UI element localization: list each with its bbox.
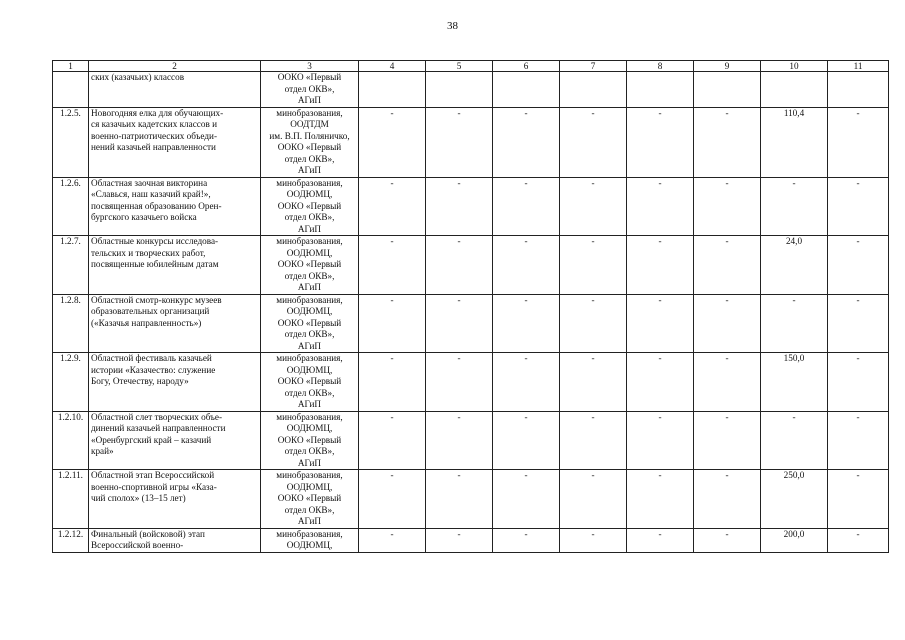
executor-line: ООКО «Первый (277, 142, 342, 152)
table-row (53, 177, 889, 236)
item-number: 1.2.12. (53, 528, 89, 552)
value-cell-col-8: - (627, 236, 694, 295)
table-row (53, 353, 889, 412)
value-cell-col-10: 250,0 (761, 470, 828, 529)
value-cell-col-6: - (493, 353, 560, 412)
event-name-line: «Оренбургский край – казачий (91, 434, 212, 445)
value-cell-col-11: - (828, 177, 889, 236)
executor-line: ООКО «Первый (277, 434, 342, 445)
value-cell-col-10: - (761, 294, 828, 353)
executors (261, 294, 359, 353)
header-cell: 2 (89, 61, 261, 72)
executor-line: ООКО «Первый (277, 493, 342, 503)
event-name-line: Областной слет творческих объе- (91, 411, 223, 422)
item-number: 1.2.10. (53, 411, 89, 470)
value-cell-col-10: 150,0 (761, 353, 828, 412)
executor-line: ООКО «Первый (277, 72, 342, 82)
event-name-line: ся казачьих кадетских классов и (91, 119, 218, 129)
value-cell-col-10: 200,0 (761, 528, 828, 552)
item-number: 1.2.7. (53, 236, 89, 295)
value-cell-col-11: - (828, 107, 889, 177)
executor-line: им. В.П. Поляничко, (269, 130, 350, 141)
value-cell-col-7: - (560, 294, 627, 353)
value-cell-col-8: - (627, 177, 694, 236)
executor-line: ООДЮМЦ, (286, 247, 333, 258)
value-cell-col-6: - (493, 411, 560, 470)
item-number: 1.2.8. (53, 294, 89, 353)
table-row (53, 236, 889, 295)
value-cell-col-9 (694, 72, 761, 108)
value-cell-col-8: - (627, 528, 694, 552)
value-cell-col-9: - (694, 107, 761, 177)
event-name-line: Областные конкурсы исследова- (91, 236, 219, 246)
event-name-line: динений казачьей направленности (91, 423, 226, 433)
item-number (53, 72, 89, 108)
executor-line: АГиП (297, 457, 322, 468)
value-cell-col-7: - (560, 353, 627, 412)
event-name-line: Областной этап Всероссийской (91, 470, 215, 480)
value-cell-col-11: - (828, 236, 889, 295)
event-name-line: ских (казачьих) классов (91, 72, 185, 82)
value-cell-col-6: - (493, 177, 560, 236)
executor-line: ООДЮМЦ, (286, 540, 333, 550)
header-cell: 11 (828, 61, 889, 72)
header-cell: 3 (261, 61, 359, 72)
table-body (53, 61, 889, 553)
value-cell-col-9: - (694, 353, 761, 412)
value-cell-col-9: - (694, 528, 761, 552)
event-name-line: Областной фестиваль казачьей (91, 353, 212, 363)
page-number: 38 (447, 20, 458, 32)
item-number: 1.2.6. (53, 177, 89, 236)
value-cell-col-7: - (560, 528, 627, 552)
table-row (53, 294, 889, 353)
executor-line: ООДЮМЦ, (286, 306, 333, 316)
value-cell-col-6: - (493, 107, 560, 177)
event-name-line: бургского казачьего войска (91, 212, 197, 222)
header-cell: 9 (694, 61, 761, 72)
executors (261, 353, 359, 412)
event-name-line: «Славься, наш казачий край!», (91, 189, 211, 199)
event-name (89, 470, 261, 529)
table-row (53, 107, 889, 177)
executors (261, 72, 359, 108)
header-cell: 7 (560, 61, 627, 72)
executor-line: минобразования, (276, 107, 343, 118)
value-cell-col-7 (560, 72, 627, 108)
executor-line: минобразования, (276, 411, 343, 422)
executor-line: отдел ОКВ», (284, 270, 335, 281)
value-cell-col-11: - (828, 353, 889, 412)
value-cell-col-9: - (694, 411, 761, 470)
executor-line: ООДЮМЦ, (286, 189, 333, 199)
header-row (53, 61, 889, 72)
executor-line: АГиП (297, 95, 322, 105)
value-cell-col-5: - (426, 353, 493, 412)
executors (261, 236, 359, 295)
value-cell-col-5: - (426, 236, 493, 295)
value-cell-col-4: - (359, 470, 426, 529)
executors (261, 470, 359, 529)
value-cell-col-6: - (493, 236, 560, 295)
value-cell-col-7: - (560, 107, 627, 177)
value-cell-col-7: - (560, 236, 627, 295)
item-number: 1.2.11. (53, 470, 89, 529)
executor-line: АГиП (297, 282, 322, 292)
executor-line: ООКО «Первый (277, 317, 342, 328)
value-cell-col-9: - (694, 470, 761, 529)
executor-line: ООДЮМЦ, (286, 364, 333, 375)
event-name-line: военно-спортивной игры «Каза- (91, 481, 217, 492)
executors (261, 107, 359, 177)
executor-line: АГиП (297, 340, 322, 351)
value-cell-col-5: - (426, 528, 493, 552)
value-cell-col-5: - (426, 177, 493, 236)
executor-line: отдел ОКВ», (284, 212, 335, 222)
executor-line: минобразования, (276, 177, 343, 188)
event-name-line: образовательных организаций (91, 306, 210, 316)
value-cell-col-6: - (493, 528, 560, 552)
value-cell-col-8: - (627, 294, 694, 353)
executor-line: ООДТДМ (290, 119, 329, 129)
event-name (89, 107, 261, 177)
value-cell-col-10: - (761, 177, 828, 236)
executor-line: отдел ОКВ», (284, 329, 335, 339)
value-cell-col-5: - (426, 294, 493, 353)
header-cell: 8 (627, 61, 694, 72)
event-name-line: истории «Казачество: служение (91, 364, 216, 375)
value-cell-col-4: - (359, 528, 426, 552)
executor-line: ООКО «Первый (277, 259, 342, 269)
executor-line: отдел ОКВ», (284, 446, 335, 456)
event-name-line: («Казачья направленность») (91, 317, 202, 328)
value-cell-col-8: - (627, 411, 694, 470)
value-cell-col-9: - (694, 294, 761, 353)
value-cell-col-4: - (359, 411, 426, 470)
value-cell-col-4: - (359, 177, 426, 236)
header-cell: 5 (426, 61, 493, 72)
executor-line: отдел ОКВ», (284, 387, 335, 398)
value-cell-col-7: - (560, 411, 627, 470)
event-name-line: посвященные юбилейным датам (91, 259, 219, 269)
header-cell: 4 (359, 61, 426, 72)
event-name-line: Областная заочная викторина (91, 177, 208, 188)
executor-line: минобразования, (276, 528, 343, 539)
value-cell-col-8: - (627, 470, 694, 529)
executor-line: АГиП (297, 165, 322, 175)
event-name (89, 294, 261, 353)
executor-line: отдел ОКВ», (284, 83, 335, 94)
executors (261, 528, 359, 552)
value-cell-col-4: - (359, 353, 426, 412)
event-name-line: край» (91, 446, 114, 456)
event-name-line: нений казачьей направленности (91, 142, 216, 152)
value-cell-col-6: - (493, 470, 560, 529)
executor-line: АГиП (297, 223, 322, 234)
event-name-line: тельских и творческих работ, (91, 247, 206, 258)
value-cell-col-8: - (627, 353, 694, 412)
executor-line: отдел ОКВ», (284, 504, 335, 515)
event-name-line: военно-патриотических объеди- (91, 130, 218, 141)
value-cell-col-4: - (359, 236, 426, 295)
executor-line: ООДЮМЦ, (286, 423, 333, 433)
executor-line: отдел ОКВ», (284, 153, 335, 164)
event-name (89, 411, 261, 470)
value-cell-col-11 (828, 72, 889, 108)
value-cell-col-11: - (828, 470, 889, 529)
value-cell-col-11: - (828, 411, 889, 470)
event-name-line: Финальный (войсковой) этап (91, 528, 205, 539)
program-table (52, 60, 889, 553)
value-cell-col-9: - (694, 236, 761, 295)
event-name (89, 236, 261, 295)
header-cell: 10 (761, 61, 828, 72)
event-name (89, 72, 261, 108)
value-cell-col-10: 110,4 (761, 107, 828, 177)
value-cell-col-5: - (426, 107, 493, 177)
table-row (53, 470, 889, 529)
event-name (89, 353, 261, 412)
header-cell: 6 (493, 61, 560, 72)
executor-line: АГиП (297, 399, 322, 409)
value-cell-col-6: - (493, 294, 560, 353)
executor-line: минобразования, (276, 470, 343, 480)
executor-line: ООКО «Первый (277, 376, 342, 386)
event-name (89, 177, 261, 236)
value-cell-col-8 (627, 72, 694, 108)
table-row (53, 411, 889, 470)
event-name-line: Всероссийской военно- (91, 540, 184, 550)
item-number: 1.2.5. (53, 107, 89, 177)
value-cell-col-7: - (560, 177, 627, 236)
item-number: 1.2.9. (53, 353, 89, 412)
value-cell-col-4: - (359, 107, 426, 177)
executors (261, 177, 359, 236)
value-cell-col-9: - (694, 177, 761, 236)
table-row (53, 72, 889, 108)
event-name-line: Богу, Отечеству, народу» (91, 376, 189, 386)
event-name (89, 528, 261, 552)
event-name-line: чий сполох» (13–15 лет) (91, 493, 186, 503)
value-cell-col-11: - (828, 294, 889, 353)
executor-line: минобразования, (276, 294, 343, 305)
value-cell-col-10 (761, 72, 828, 108)
value-cell-col-8: - (627, 107, 694, 177)
event-name-line: Областной смотр-конкурс музеев (91, 294, 222, 305)
executor-line: ООДЮМЦ, (286, 481, 333, 492)
event-name-line: посвященная образованию Орен- (91, 200, 222, 211)
header-cell: 1 (53, 61, 89, 72)
value-cell-col-11: - (828, 528, 889, 552)
value-cell-col-5: - (426, 411, 493, 470)
executors (261, 411, 359, 470)
value-cell-col-5: - (426, 470, 493, 529)
executor-line: ООКО «Первый (277, 200, 342, 211)
value-cell-col-7: - (560, 470, 627, 529)
value-cell-col-4: - (359, 294, 426, 353)
value-cell-col-10: 24,0 (761, 236, 828, 295)
executor-line: минобразования, (276, 236, 343, 246)
event-name-line: Новогодняя елка для обучающих- (91, 107, 224, 118)
value-cell-col-6 (493, 72, 560, 108)
executor-line: минобразования, (276, 353, 343, 363)
executor-line: АГиП (297, 516, 322, 526)
table-row (53, 528, 889, 552)
value-cell-col-5 (426, 72, 493, 108)
value-cell-col-4 (359, 72, 426, 108)
value-cell-col-10: - (761, 411, 828, 470)
